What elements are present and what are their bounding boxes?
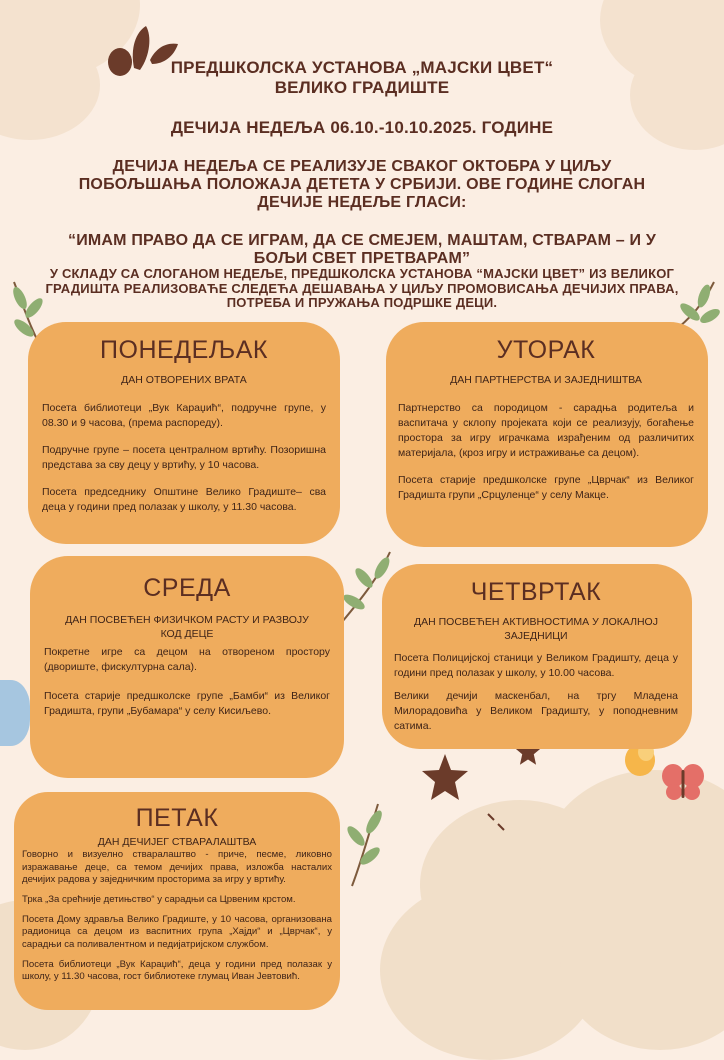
- day-theme: ДАН ОТВОРЕНИХ ВРАТА: [121, 374, 247, 386]
- day-title: ЧЕТВРТАК: [470, 578, 602, 606]
- day-card-monday: [28, 322, 340, 544]
- day-card-thursday: [382, 564, 692, 749]
- day-title: ПЕТАК: [135, 804, 219, 832]
- activity-item: Посета председнику Општине Велико Градиште– сва деца у години пред полазак у школу, у 11.30 часова.: [42, 485, 326, 513]
- activity-item: Покретне игре са децом на отвореном простору (двориште, фискултурна сала).: [44, 646, 330, 674]
- star-icon: [420, 752, 470, 804]
- day-theme: ДАН ДЕЧИЈЕГ СТВАРАЛАШТВА: [97, 836, 257, 848]
- intro-text: ДЕЧИЈА НЕДЕЉА СЕ РЕАЛИЗУЈЕ СВАКОГ ОКТОБРА У ЦИЉУ ПОБОЉШАЊА ПОЛОЖАЈА ДЕТЕТА У СРБИЈИ. ОВЕ ГОДИНЕ СЛОГАН ДЕЧИЈЕ НЕДЕЉЕ ГЛАСИ:: [78, 158, 646, 211]
- day-theme: ДАН ПАРТНЕРСТВА И ЗАЈЕДНИШТВА: [450, 374, 642, 386]
- day-title: СРЕДА: [143, 574, 231, 602]
- institution-title: ПРЕДШКОЛСКА УСТАНОВА „МАЈСКИ ЦВЕТ“: [170, 58, 554, 77]
- activity-item: Говорно и визуелно стваралаштво - приче, песме, ликовно изражавање деце, са темом дечијих права, изложба насталих дечијих радова у заједничким просторима за игру у вртићу.: [22, 849, 332, 886]
- dash-marks-icon: [484, 810, 514, 834]
- day-card-wednesday: [30, 556, 344, 778]
- day-card-friday: [14, 792, 340, 1010]
- day-title: УТОРАК: [496, 336, 596, 364]
- activity-item: Велики дечији маскенбал, на тргу Младена Милорадовића у Великом Градишту, у поподневним сатима.: [394, 690, 678, 732]
- leaf-branch-icon: [338, 800, 388, 890]
- city-title: ВЕЛИКО ГРАДИШТЕ: [274, 78, 450, 97]
- week-title: ДЕЧИЈА НЕДЕЉА 06.10.-10.10.2025. ГОДИНЕ: [170, 118, 554, 137]
- activity-item: Посета библиотеци „Вук Караџић“, подручне групе, у 08.30 и 9 часова, (према распореду).: [42, 402, 326, 430]
- activity-item: Посета Полицијској станици у Великом Градишту, деца у години пред полазак у школу, у 10.00 часова.: [394, 652, 678, 680]
- activity-item: Партнерство са породицом - сарадња родитеља и васпитача у склопу пројеката који се реализују, богаћење простора за игру играчкама израђеним од различитих материјала, (кроз игру и истраживање са децом).: [398, 402, 694, 459]
- day-card-tuesday: [386, 322, 708, 547]
- activity-item: Трка „За срећније детињство“ у сарадњи са Црвеним крстом.: [22, 894, 296, 906]
- activity-item: Посета Дому здравља Велико Градиште, у 10 часова, организована радионица са децом из васпитних група „Хајди“ и „Цврчак“, у сарадњи са поливалентном и педијатријском службом.: [22, 913, 332, 951]
- day-theme: ДАН ПОСВЕЋЕН ФИЗИЧКОМ РАСТУ И РАЗВОЈУ КОД ДЕЦЕ: [65, 614, 309, 641]
- activity-item: Посета старије предшколске групе „Бамби“ из Великог Градишта, групи „Бубамара“ у селу Кисиљево.: [44, 690, 330, 718]
- butterfly-icon: [660, 762, 706, 802]
- day-title: ПОНЕДЕЉАК: [100, 336, 268, 364]
- day-theme: ДАН ПОСВЕЋЕН АКТИВНОСТИМА У ЛОКАЛНОЈ ЗАЈЕДНИЦИ: [414, 616, 658, 643]
- activity-item: Посета библиотеци „Вук Караџић“, деца у години пред полазак у школу, у 11.30 часова, гост библиотеке глумац Иван Јевтовић.: [22, 958, 332, 983]
- activity-item: Подручне групе – посета централном вртићу. Позоришна представа за сву децу у вртићу, у 10 часова.: [42, 443, 326, 471]
- slogan-text: “ИМАМ ПРАВО ДА СЕ ИГРАМ, ДА СЕ СМЕЈЕМ, МАШТАМ, СТВАРАМ – И У БОЉИ СВЕТ ПРЕТВАРАМ”: [68, 232, 656, 267]
- purpose-text: У СКЛАДУ СА СЛОГАНОМ НЕДЕЉЕ, ПРЕДШКОЛСКА УСТАНОВА “МАЈСКИ ЦВЕТ” ИЗ ВЕЛИКОГ ГРАДИШТА РЕАЛИЗОВАЋЕ СЛЕДЕЋА ДЕШАВАЊА У ЦИЉУ ПРОМОВИСАЊА ДЕЧИЈИХ ПРАВА, ПОТРЕБА И ПРУЖАЊА ПОДРШКЕ ДЕЦИ.: [45, 266, 679, 311]
- decorative-blob: [0, 680, 30, 746]
- activity-item: Посета старије предшколске групе „Цврчак“ из Великог Градишта групи „Срцуленце“ у селу Макце.: [398, 473, 694, 501]
